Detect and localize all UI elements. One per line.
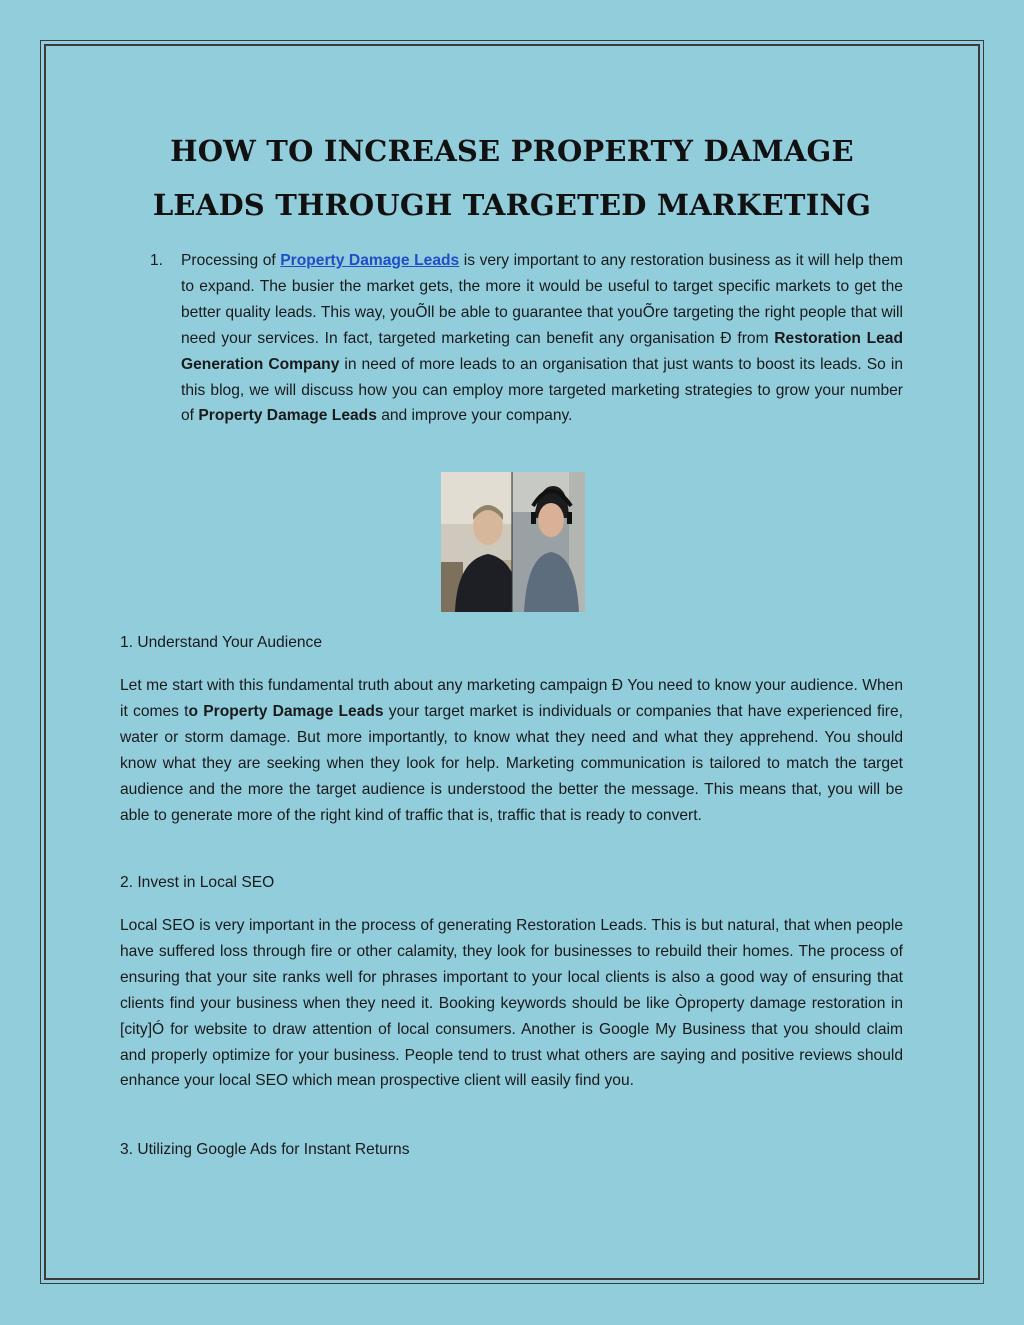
- section-1-text-1: Let me start with this fundamental truth about any marketing campaign Ð You need to know your audience. When it comes t: [120, 677, 903, 720]
- intro-list-number: 1.: [150, 252, 164, 269]
- intro-text-1: Processing of: [181, 252, 281, 269]
- document-title: HOW TO INCREASE PROPERTY DAMAGE LEADS THROUGH TARGETED MARKETING: [152, 134, 872, 222]
- section-3-heading: 3. Utilizing Google Ads for Instant Returns: [120, 1141, 410, 1158]
- section-2-body: Local SEO is very important in the process of generating Restoration Leads. This is but natural, that when people have suffered loss through fire or other calamity, they look for businesses to rebuild their homes. The process of ensuring that your site ranks well for phrases important to your local clients is also a good way of ensuring that clients find your business when they need it. Booking keywords should be like Òproperty damage restoration in [city]Ó for website to draw attention of local consumers. Another is Google My Business that you should claim and properly optimize for your business. People tend to trust what others are saying and positive reviews should enhance your local SEO which mean prospective client will easily find you.: [120, 917, 903, 1090]
- intro-bold-leads: Property Damage Leads: [198, 407, 377, 425]
- section-1-text-2: your target market is individuals or companies that have experienced fire, water or storm damage. But more importantly, to know what they need and what they apprehend. You should know what they are seeking when they look for help. Marketing communication is tailored to match the target audience and the more the target audience is understood the better the message. This means that, you will be able to generate more of the right kind of traffic that is, traffic that is ready to convert.: [120, 702, 904, 824]
- intro-text-4: and improve your company.: [376, 407, 573, 425]
- video-call-photo: [441, 472, 585, 612]
- property-damage-leads-link[interactable]: Property Damage Leads: [280, 252, 460, 269]
- section-1-body: [120, 673, 903, 828]
- intro-text-3: in need of more leads to an organisation that just wants to boost its leads. So in this blog, we will discuss how you can employ more targeted marketing strategies to grow your number of: [181, 355, 903, 425]
- section-1-heading: 1. Understand Your Audience: [120, 634, 323, 651]
- intro-paragraph: [120, 248, 903, 429]
- intro-bold-company: Restoration Lead Generation Company: [181, 329, 903, 373]
- section-2-heading: 2. Invest in Local SEO: [120, 874, 275, 891]
- section-1-bold-leads: o Property Damage Leads: [188, 702, 384, 720]
- intro-text-2: is very important to any restoration business as it will help them to expand. The busier the market gets, the more it would be useful to target specific markets to get the better quality leads. This way, youÕll be able to guarantee that youÕre targeting the right people that will need your services. In fact, targeted marketing can benefit any organisation Ð from: [181, 252, 903, 347]
